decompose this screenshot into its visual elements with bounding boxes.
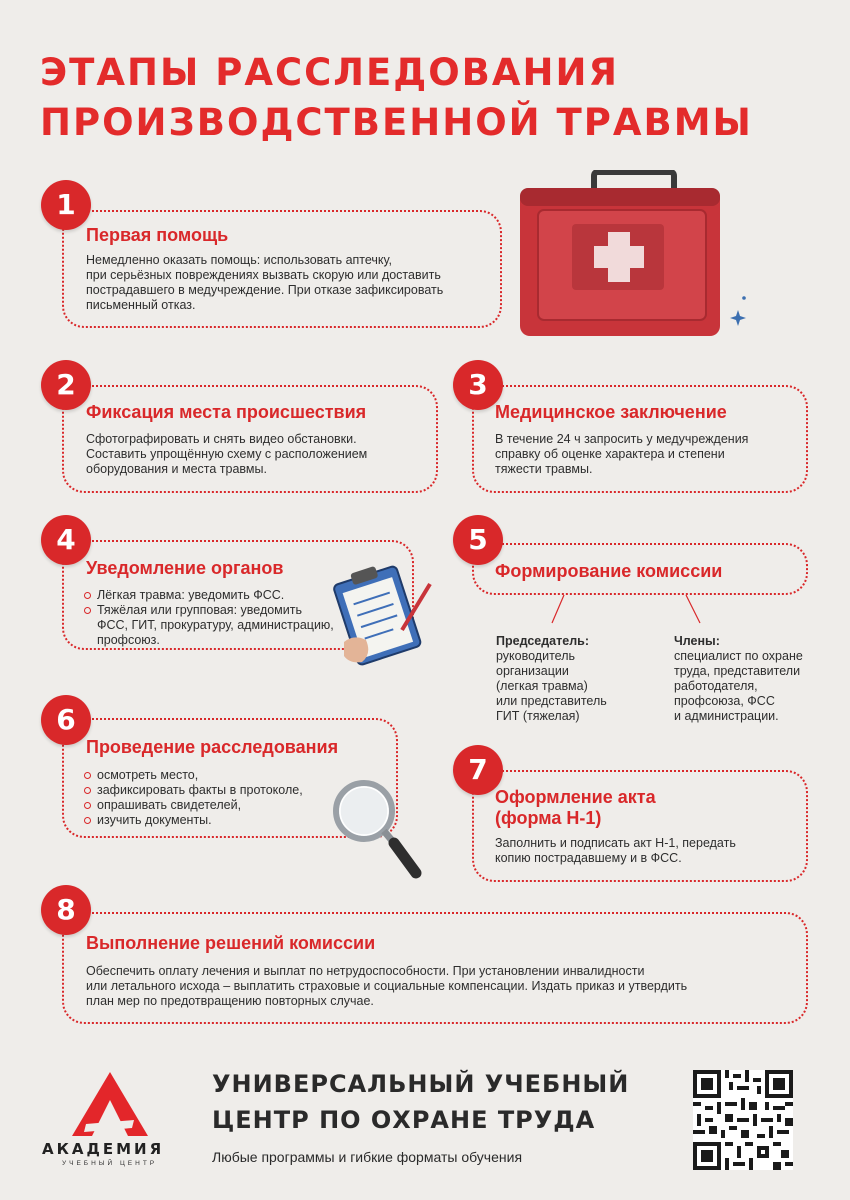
- first-aid-kit-icon: [516, 170, 756, 340]
- step-3-number: 3: [453, 360, 503, 410]
- page-title: [40, 48, 820, 148]
- step-5-number: 5: [453, 515, 503, 565]
- step-5-heading: Формирование комиссии: [495, 561, 723, 581]
- step-6-heading: Проведение расследования: [86, 737, 339, 757]
- step-1-number: 1: [41, 180, 91, 230]
- step-2-text: Сфотографировать и снять видео обстановки. Составить упрощённую схему с расположением оборудования и места травмы.: [86, 432, 368, 476]
- list-item: Лёгкая травма: уведомить ФСС.: [84, 588, 334, 603]
- step-2-number: 2: [41, 360, 91, 410]
- step-7-number: 7: [453, 745, 503, 795]
- qr-code-icon[interactable]: [693, 1070, 793, 1170]
- step-4-number: 4: [41, 515, 91, 565]
- footer-title: УНИВЕРСАЛЬНЫЙ УЧЕБНЫЙ ЦЕНТР ПО ОХРАНЕ ТРУДА: [212, 1070, 630, 1134]
- step-1-text: Немедленно оказать помощь: использовать аптечку, при серьёзных повреждениях вызвать скорую или доставить пострадавшего в медучреждение. При отказе зафиксировать письменный отказ.: [86, 253, 444, 312]
- list-item: Тяжёлая или групповая: уведомить ФСС, ГИТ, прокуратуру, администрацию, профсоюз.: [84, 603, 334, 648]
- footer-subtitle: Любые программы и гибкие форматы обучения: [212, 1149, 523, 1165]
- step-1-heading: Первая помощь: [86, 225, 229, 245]
- step-8-heading: Выполнение решений комиссии: [86, 933, 376, 953]
- step-7-heading-line-1: Оформление акта: [495, 787, 656, 807]
- commission-connectors: [540, 595, 710, 627]
- members-label: Члены:: [674, 634, 720, 648]
- logo-subtitle: УЧЕБНЫЙ ЦЕНТР: [62, 1160, 158, 1167]
- logo-a-icon: [72, 1072, 148, 1136]
- list-item: изучить документы.: [84, 813, 344, 828]
- step-4-list: [84, 588, 334, 648]
- magnifier-icon: [328, 775, 424, 883]
- title-line-2: ПРОИЗВОДСТВЕННОЙ ТРАВМЫ: [40, 101, 753, 144]
- list-item: опрашивать свидетелей,: [84, 798, 344, 813]
- members-text: специалист по охране труда, представители работодателя, профсоюза, ФСС и администрации.: [674, 649, 803, 723]
- step-3-text: В течение 24 ч запросить у медучреждения справку об оценке характера и степени тяжести травмы.: [495, 432, 749, 476]
- step-4-heading: Уведомление органов: [86, 558, 284, 578]
- logo-name: АКАДЕМИЯ: [42, 1140, 165, 1158]
- clipboard-icon: [326, 562, 438, 666]
- list-item: зафиксировать факты в протоколе,: [84, 783, 344, 798]
- step-6-number: 6: [41, 695, 91, 745]
- step-7-heading-line-2: (форма Н-1): [495, 808, 602, 828]
- step-6-list: [84, 768, 344, 828]
- title-line-1: ЭТАПЫ РАССЛЕДОВАНИЯ: [40, 51, 619, 94]
- list-item: осмотреть место,: [84, 768, 344, 783]
- step-3-heading: Медицинское заключение: [495, 402, 727, 422]
- step-7-text: Заполнить и подписать акт Н-1, передать копию пострадавшему и в ФСС.: [495, 836, 736, 865]
- step-8-number: 8: [41, 885, 91, 935]
- chair-text: руководитель организации (легкая травма) или представитель ГИТ (тяжелая): [496, 649, 607, 723]
- step-2-heading: Фиксация места происшествия: [86, 402, 367, 422]
- step-8-text: Обеспечить оплату лечения и выплат по нетрудоспособности. При установлении инвалидности или летального исхода – выплатить страховые и социальные компенсации. Издать приказ и утвердить план мер по предотвращению повторных случае.: [86, 964, 688, 1008]
- chair-label: Председатель:: [496, 634, 589, 648]
